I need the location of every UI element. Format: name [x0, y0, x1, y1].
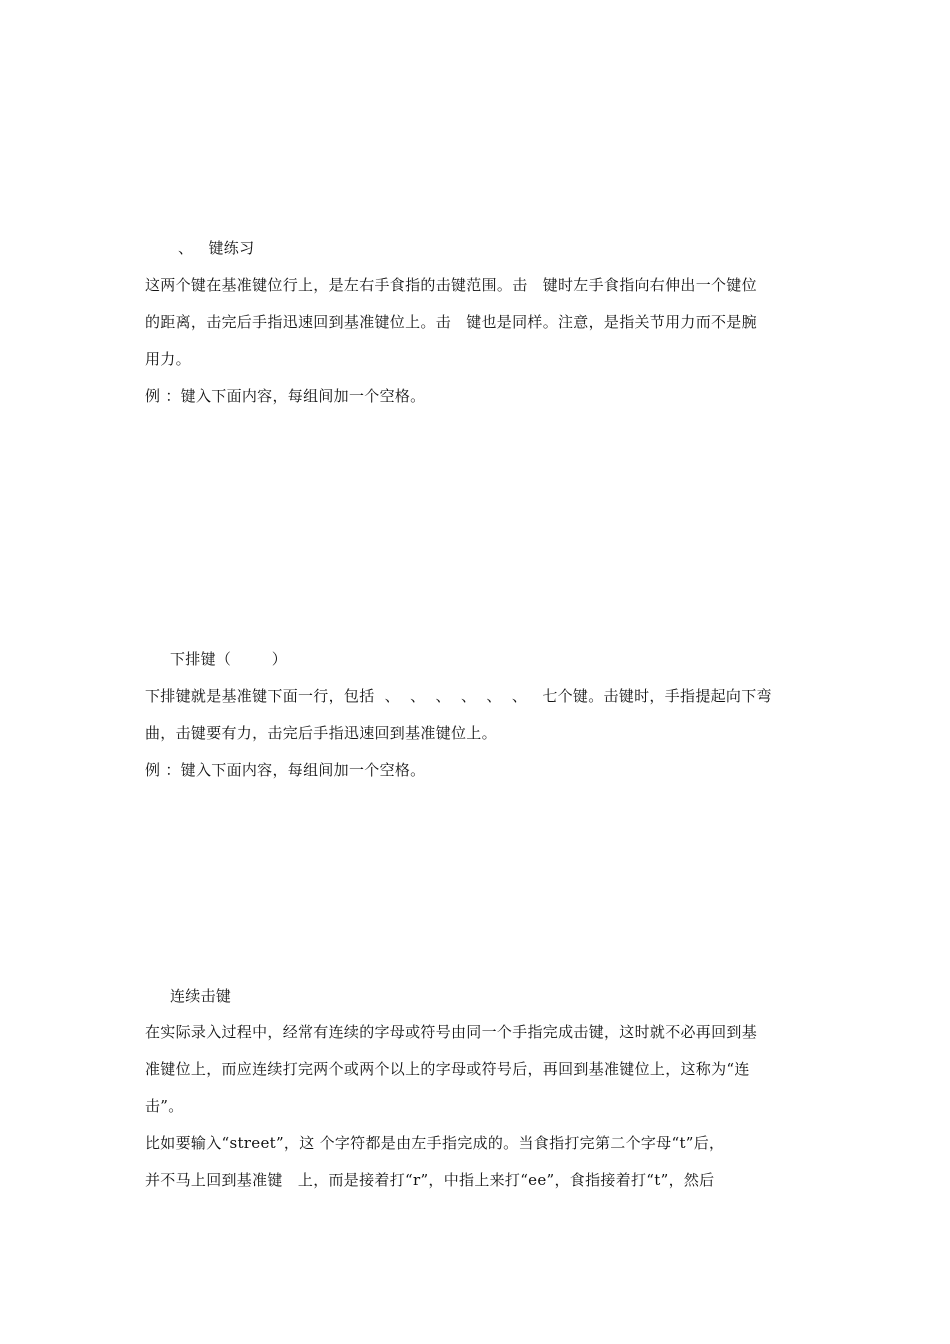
section3-line-1: 在实际录入过程中，经常有连续的字母或符号由同一个手指完成击键，这时就不必再回到基: [145, 1023, 758, 1041]
section1-line-1: 这两个键在基准键位行上，是左右手食指的击键范围。击 键时左手食指向右伸出一个键位: [145, 276, 757, 294]
section3-line-2: 准键位上，而应连续打完两个或两个以上的字母或符号后，再回到基准键位上，这称为“连: [145, 1060, 750, 1078]
section1-line-2: 的距离，击完后手指迅速回到基准键位上。击 键也是同样。注意，是指关节用力而不是腕: [145, 313, 757, 331]
section1-example: 例 ：键入下面内容，每组间加一个空格。: [145, 387, 426, 405]
section2-line-1: 下排键就是基准键下面一行，包括 、 、 、 、 、 、 七个键。击键时，手指提起向下弯: [145, 687, 772, 705]
section2-line-2: 曲，击键要有力，击完后手指迅速回到基准键位上。: [145, 724, 497, 742]
section2-example: 例 ：键入下面内容，每组间加一个空格。: [145, 761, 426, 779]
section3-line-4: 比如要输入“street”，这 个字符都是由左手指完成的。当食指打完第二个字母“t”后，: [145, 1134, 725, 1152]
section1-line-3: 用力。: [145, 350, 191, 368]
section3-heading: 连续击键: [170, 987, 232, 1005]
section2-heading: 下排键（ ）: [170, 650, 288, 668]
section3-line-3: 击”。: [145, 1097, 184, 1115]
section1-heading: 、 键练习: [178, 239, 255, 257]
section3-line-5: 并不马上回到基准键 上，而是接着打“r”，中指上来打“ee”，食指接着打“t”，然后: [145, 1171, 715, 1189]
